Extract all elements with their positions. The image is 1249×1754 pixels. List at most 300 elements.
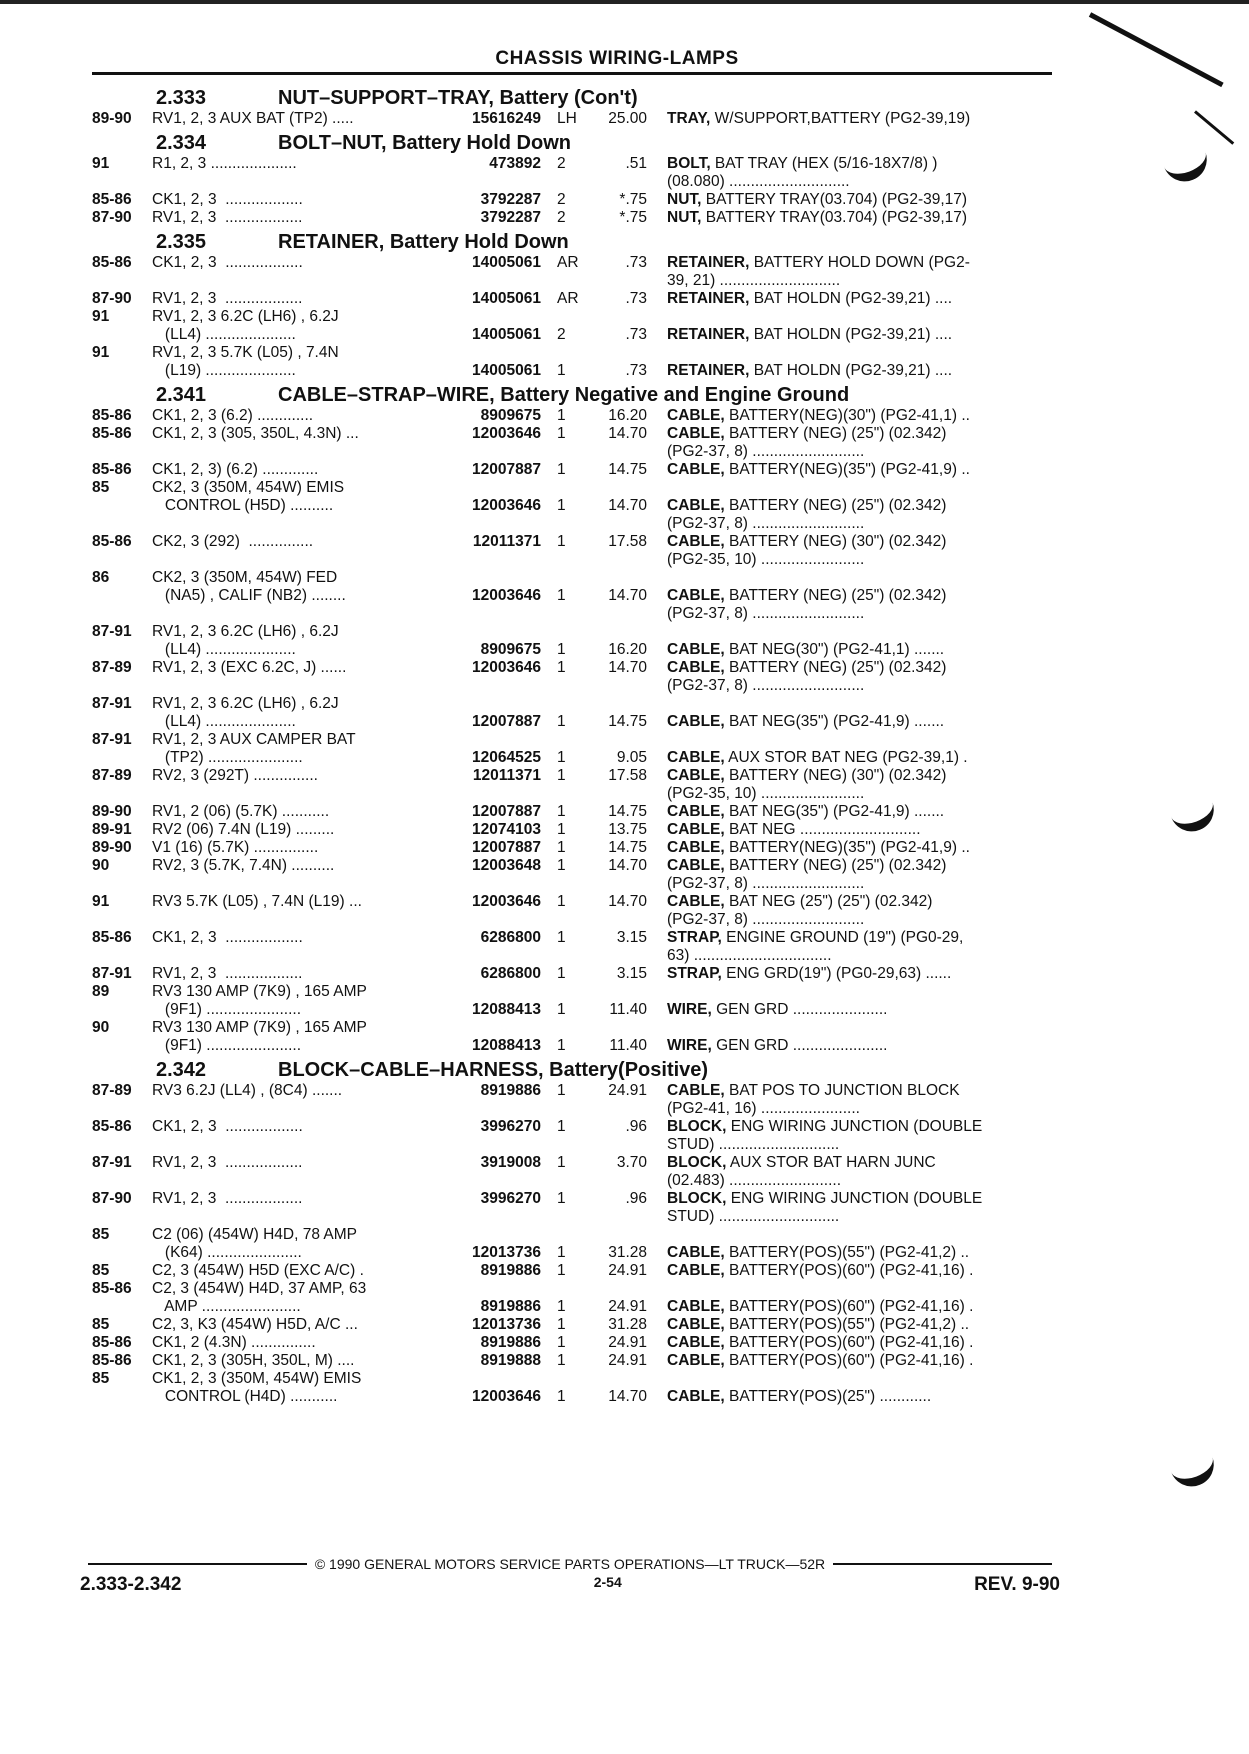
quantity <box>547 173 582 191</box>
application <box>152 515 452 533</box>
model-years: 89 <box>92 983 110 1000</box>
model-years <box>92 272 152 290</box>
parts-row <box>92 1388 1052 1406</box>
application: CK1, 2, 3) (6.2) ............. <box>152 461 319 478</box>
description <box>667 290 1055 308</box>
model-years: 87-90 <box>92 209 132 226</box>
parts-row <box>92 713 1052 731</box>
price <box>582 272 647 290</box>
price <box>582 1019 647 1037</box>
description-text: BATTERY (NEG) (30") (02.342) <box>724 767 947 784</box>
part-number: 8909675 <box>480 641 541 658</box>
description <box>667 1154 1055 1172</box>
application: CONTROL (H5D) .......... <box>152 497 334 514</box>
model-years: 87-90 <box>92 290 132 307</box>
model-years <box>92 173 152 191</box>
parts-row <box>92 479 1052 497</box>
quantity: 1 <box>557 1352 566 1369</box>
parts-row <box>92 1370 1052 1388</box>
model-years: 85 <box>92 1316 110 1333</box>
application: AMP ....................... <box>152 1298 301 1315</box>
parts-row <box>92 965 1052 983</box>
description-text: (PG2-35, 10) ........................ <box>667 551 865 568</box>
description <box>667 911 1055 929</box>
description <box>667 326 1055 344</box>
model-years: 85 <box>92 1226 110 1243</box>
description-noun: RETAINER, <box>667 326 750 343</box>
gap <box>647 1316 667 1334</box>
model-years <box>92 1136 152 1154</box>
description-text: (PG2-37, 8) .......................... <box>667 605 865 622</box>
quantity: 1 <box>557 1316 566 1333</box>
parts-row <box>92 1172 1052 1190</box>
gap <box>647 209 667 227</box>
parts-row <box>92 1154 1052 1172</box>
quantity: 1 <box>557 1118 566 1135</box>
price: 13.75 <box>608 821 647 838</box>
application: CK1, 2, 3 (350M, 454W) EMIS <box>152 1370 362 1387</box>
description <box>667 209 1055 227</box>
description-text: STUD) ............................ <box>667 1136 840 1153</box>
description-noun: CABLE, <box>667 821 725 838</box>
section-number: 2.335 <box>156 231 207 253</box>
price: 3.70 <box>616 1154 647 1171</box>
quantity <box>547 1280 582 1298</box>
part-number <box>452 785 547 803</box>
gap <box>647 605 667 623</box>
model-years: 85-86 <box>92 533 132 550</box>
description <box>667 1100 1055 1118</box>
price: 14.70 <box>608 497 647 514</box>
description-text: (PG2-37, 8) .......................... <box>667 443 865 460</box>
application: RV2, 3 (292T) ............... <box>152 767 318 784</box>
quantity: 1 <box>557 839 566 856</box>
quantity <box>547 623 582 641</box>
description <box>667 767 1055 785</box>
model-years <box>92 551 152 569</box>
gap <box>647 749 667 767</box>
quantity <box>547 1226 582 1244</box>
part-number <box>452 308 547 326</box>
application: (LL4) ..................... <box>152 641 296 658</box>
description-noun: CABLE, <box>667 407 725 424</box>
part-number: 3792287 <box>480 209 541 226</box>
description-text: ENGINE GROUND (19") (PG0-29, <box>721 929 964 946</box>
price: 25.00 <box>608 110 647 127</box>
description-text: ENG WIRING JUNCTION (DOUBLE <box>726 1190 983 1207</box>
model-years: 89-91 <box>92 821 132 838</box>
model-years: 85-86 <box>92 1118 132 1135</box>
parts-row <box>92 1298 1052 1316</box>
part-number: 12003646 <box>472 497 541 514</box>
part-number: 12074103 <box>472 821 541 838</box>
description-noun: CABLE, <box>667 587 725 604</box>
description-text: STUD) ............................ <box>667 1208 840 1225</box>
application: RV1, 2, 3 .................. <box>152 965 303 982</box>
price: *.75 <box>619 209 647 226</box>
quantity: 1 <box>557 1334 566 1351</box>
section-header <box>156 380 1052 407</box>
price <box>582 551 647 569</box>
model-years <box>92 1172 152 1190</box>
quantity: 1 <box>557 587 566 604</box>
part-number: 12003646 <box>472 1388 541 1405</box>
parts-row <box>92 677 1052 695</box>
parts-row <box>92 1118 1052 1136</box>
quantity <box>547 947 582 965</box>
gap <box>647 461 667 479</box>
application: CK1, 2, 3 (305, 350L, 4.3N) ... <box>152 425 359 442</box>
description-noun: CABLE, <box>667 713 725 730</box>
model-years: 85-86 <box>92 929 132 946</box>
description-text: BAT HOLDN (PG2-39,21) .... <box>749 362 953 379</box>
gap <box>647 695 667 713</box>
parts-row <box>92 1001 1052 1019</box>
parts-row <box>92 623 1052 641</box>
quantity: 1 <box>557 749 566 766</box>
description <box>667 839 1055 857</box>
price: 17.58 <box>608 767 647 784</box>
gap <box>647 272 667 290</box>
description-noun: CABLE, <box>667 461 725 478</box>
gap <box>647 1298 667 1316</box>
description-noun: BLOCK, <box>667 1154 727 1171</box>
quantity: 1 <box>557 1154 566 1171</box>
price <box>582 443 647 461</box>
gap <box>647 407 667 425</box>
model-years <box>92 875 152 893</box>
model-years: 89-90 <box>92 803 132 820</box>
price <box>582 785 647 803</box>
gap <box>647 893 667 911</box>
part-number: 12088413 <box>472 1001 541 1018</box>
price: .73 <box>625 362 647 379</box>
part-number <box>452 605 547 623</box>
model-years <box>92 1001 152 1019</box>
quantity: 1 <box>557 461 566 478</box>
application: (TP2) ...................... <box>152 749 303 766</box>
quantity <box>547 785 582 803</box>
part-number <box>452 875 547 893</box>
description <box>667 623 1055 641</box>
scan-top-edge <box>0 0 1249 4</box>
gap <box>647 110 667 128</box>
description <box>667 695 1055 713</box>
application <box>152 443 452 461</box>
description-noun: NUT, <box>667 209 702 226</box>
parts-row <box>92 1280 1052 1298</box>
quantity: 1 <box>557 1388 566 1405</box>
description-text: BATTERY(POS)(60") (PG2-41,16) . <box>724 1298 974 1315</box>
price <box>582 569 647 587</box>
scan-mark <box>1194 110 1234 144</box>
model-years: 89-90 <box>92 110 132 127</box>
parts-row <box>92 569 1052 587</box>
price <box>582 1172 647 1190</box>
gap <box>647 1136 667 1154</box>
application: RV1, 2, 3 (EXC 6.2C, J) ...... <box>152 659 347 676</box>
price: *.75 <box>619 191 647 208</box>
application: CK2, 3 (350M, 454W) EMIS <box>152 479 345 496</box>
part-number: 12064525 <box>472 749 541 766</box>
part-number: 12003646 <box>472 893 541 910</box>
quantity <box>547 569 582 587</box>
description <box>667 929 1055 947</box>
description-text: BATTERY(POS)(60") (PG2-41,16) . <box>724 1262 974 1279</box>
quantity: 1 <box>557 641 566 658</box>
gap <box>647 641 667 659</box>
parts-row <box>92 209 1052 227</box>
gap <box>647 623 667 641</box>
parts-row <box>92 191 1052 209</box>
description-text: BATTERY TRAY(03.704) (PG2-39,17) <box>701 191 968 208</box>
price: 24.91 <box>608 1334 647 1351</box>
description <box>667 461 1055 479</box>
description-text: BAT NEG (25") (25") (02.342) <box>724 893 933 910</box>
quantity <box>547 443 582 461</box>
quantity: 1 <box>557 929 566 946</box>
parts-row <box>92 407 1052 425</box>
description <box>667 1172 1055 1190</box>
parts-row <box>92 533 1052 551</box>
description-text: BATTERY(NEG)(30") (PG2-41,1) .. <box>724 407 970 424</box>
model-years: 87-91 <box>92 1154 132 1171</box>
price <box>582 1136 647 1154</box>
parts-row <box>92 839 1052 857</box>
application: CK1, 2, 3 (6.2) ............. <box>152 407 314 424</box>
price <box>582 479 647 497</box>
description-noun: CABLE, <box>667 893 725 910</box>
part-number: 3792287 <box>480 191 541 208</box>
part-number <box>452 443 547 461</box>
model-years: 91 <box>92 344 110 361</box>
description-noun: CABLE, <box>667 767 725 784</box>
part-number: 3996270 <box>480 1190 541 1207</box>
gap <box>647 173 667 191</box>
description-text: AUX STOR BAT NEG (PG2-39,1) . <box>724 749 968 766</box>
quantity: 1 <box>557 659 566 676</box>
model-years <box>92 497 152 515</box>
description <box>667 515 1055 533</box>
description <box>667 362 1055 380</box>
part-number <box>452 1208 547 1226</box>
description-text: BAT NEG ............................ <box>724 821 921 838</box>
model-years: 91 <box>92 155 110 172</box>
parts-row <box>92 110 1052 128</box>
gap <box>647 1370 667 1388</box>
description-text: W/SUPPORT,BATTERY (PG2-39,19) <box>710 110 971 127</box>
part-number <box>452 983 547 1001</box>
model-years <box>92 605 152 623</box>
description <box>667 965 1055 983</box>
part-number: 8909675 <box>480 407 541 424</box>
gap <box>647 362 667 380</box>
quantity: 1 <box>557 407 566 424</box>
description-text: BATTERY (NEG) (25") (02.342) <box>724 857 947 874</box>
model-years: 85-86 <box>92 461 132 478</box>
model-years: 87-90 <box>92 1190 132 1207</box>
price: 14.75 <box>608 461 647 478</box>
application: (NA5) , CALIF (NB2) ........ <box>152 587 346 604</box>
scan-mark <box>1089 12 1224 87</box>
price <box>582 515 647 533</box>
price <box>582 308 647 326</box>
gap <box>647 821 667 839</box>
gap <box>647 1019 667 1037</box>
section-number: 2.333 <box>156 87 207 109</box>
gap <box>647 551 667 569</box>
description-noun: CABLE, <box>667 1334 725 1351</box>
quantity <box>547 875 582 893</box>
parts-row <box>92 1334 1052 1352</box>
application: V1 (16) (5.7K) ............... <box>152 839 319 856</box>
description-noun: BOLT, <box>667 155 711 172</box>
parts-row <box>92 731 1052 749</box>
parts-row <box>92 767 1052 785</box>
part-number <box>452 344 547 362</box>
model-years: 90 <box>92 1019 110 1036</box>
description-text: (PG2-35, 10) ........................ <box>667 785 865 802</box>
description-text: BATTERY (NEG) (25") (02.342) <box>724 425 947 442</box>
description-text: ENG GRD(19") (PG0-29,63) ...... <box>721 965 952 982</box>
application: (K64) ...................... <box>152 1244 302 1261</box>
description-noun: BLOCK, <box>667 1118 727 1135</box>
quantity: 1 <box>557 362 566 379</box>
description <box>667 983 1055 1001</box>
application: RV1, 2, 3 6.2C (LH6) , 6.2J <box>152 308 339 325</box>
part-number <box>452 272 547 290</box>
quantity <box>547 677 582 695</box>
model-years: 85-86 <box>92 425 132 442</box>
description <box>667 425 1055 443</box>
application: RV2, 3 (5.7K, 7.4N) .......... <box>152 857 335 874</box>
price <box>582 1280 647 1298</box>
model-years: 87-91 <box>92 623 132 640</box>
description-text: BATTERY(NEG)(35") (PG2-41,9) .. <box>724 839 970 856</box>
part-number: 12003646 <box>472 425 541 442</box>
gap <box>647 1037 667 1055</box>
model-years: 85 <box>92 1370 110 1387</box>
description <box>667 1208 1055 1226</box>
application <box>152 173 452 191</box>
part-number: 12013736 <box>472 1244 541 1261</box>
application <box>152 875 452 893</box>
description-noun: CABLE, <box>667 1082 725 1099</box>
gap <box>647 983 667 1001</box>
parts-row <box>92 461 1052 479</box>
part-number <box>452 695 547 713</box>
description <box>667 821 1055 839</box>
application: CK1, 2, 3 .................. <box>152 191 303 208</box>
price: 3.15 <box>616 965 647 982</box>
model-years <box>92 362 152 380</box>
parts-row <box>92 1190 1052 1208</box>
description-noun: CABLE, <box>667 1316 725 1333</box>
application: RV1, 2, 3 .................. <box>152 209 303 226</box>
gap <box>647 713 667 731</box>
description-text: BATTERY(POS)(25") ............ <box>724 1388 932 1405</box>
part-number: 6286800 <box>480 965 541 982</box>
model-years: 87-91 <box>92 965 132 982</box>
parts-row <box>92 695 1052 713</box>
parts-row <box>92 254 1052 272</box>
description <box>667 254 1055 272</box>
parts-row <box>92 1019 1052 1037</box>
application: CK1, 2, 3 .................. <box>152 1118 303 1135</box>
quantity: 1 <box>557 821 566 838</box>
price: 3.15 <box>616 929 647 946</box>
application <box>152 947 452 965</box>
application <box>152 272 452 290</box>
model-years: 85-86 <box>92 407 132 424</box>
part-number: 8919886 <box>480 1298 541 1315</box>
part-number <box>452 947 547 965</box>
description-noun: CABLE, <box>667 1352 725 1369</box>
parts-row <box>92 1262 1052 1280</box>
description <box>667 857 1055 875</box>
price <box>582 605 647 623</box>
description <box>667 1316 1055 1334</box>
description-text: BAT HOLDN (PG2-39,21) .... <box>749 326 953 343</box>
description <box>667 1244 1055 1262</box>
description <box>667 551 1055 569</box>
part-number <box>452 1172 547 1190</box>
description <box>667 155 1055 173</box>
description <box>667 533 1055 551</box>
section-header <box>156 128 1052 155</box>
description <box>667 344 1055 362</box>
part-number: 14005061 <box>472 290 541 307</box>
parts-row <box>92 749 1052 767</box>
description-noun: STRAP, <box>667 929 722 946</box>
application: RV1, 2, 3 .................. <box>152 290 303 307</box>
description-text: BAT NEG(35") (PG2-41,9) ....... <box>724 803 945 820</box>
application: RV1, 2, 3 AUX CAMPER BAT <box>152 731 356 748</box>
model-years <box>92 1244 152 1262</box>
application: CK2, 3 (350M, 454W) FED <box>152 569 338 586</box>
description-noun: CABLE, <box>667 1244 725 1261</box>
application <box>152 1208 452 1226</box>
parts-row <box>92 443 1052 461</box>
description-text: BATTERY (NEG) (25") (02.342) <box>724 497 947 514</box>
gap <box>647 875 667 893</box>
application: C2, 3 (454W) H4D, 37 AMP, 63 <box>152 1280 367 1297</box>
price: .73 <box>625 326 647 343</box>
description <box>667 1082 1055 1100</box>
description <box>667 875 1055 893</box>
model-years <box>92 947 152 965</box>
application: (9F1) ...................... <box>152 1001 301 1018</box>
description <box>667 272 1055 290</box>
parts-row <box>92 803 1052 821</box>
model-years <box>92 1037 152 1055</box>
description <box>667 407 1055 425</box>
description <box>667 1118 1055 1136</box>
part-number <box>452 911 547 929</box>
part-number: 12003648 <box>472 857 541 874</box>
description <box>667 1298 1055 1316</box>
gap <box>647 659 667 677</box>
section-number: 2.341 <box>156 384 207 406</box>
parts-row <box>92 1352 1052 1370</box>
parts-row <box>92 1208 1052 1226</box>
description <box>667 605 1055 623</box>
description-noun: RETAINER, <box>667 254 750 271</box>
parts-row <box>92 983 1052 1001</box>
description <box>667 1280 1055 1298</box>
gap <box>647 731 667 749</box>
part-number <box>452 1136 547 1154</box>
